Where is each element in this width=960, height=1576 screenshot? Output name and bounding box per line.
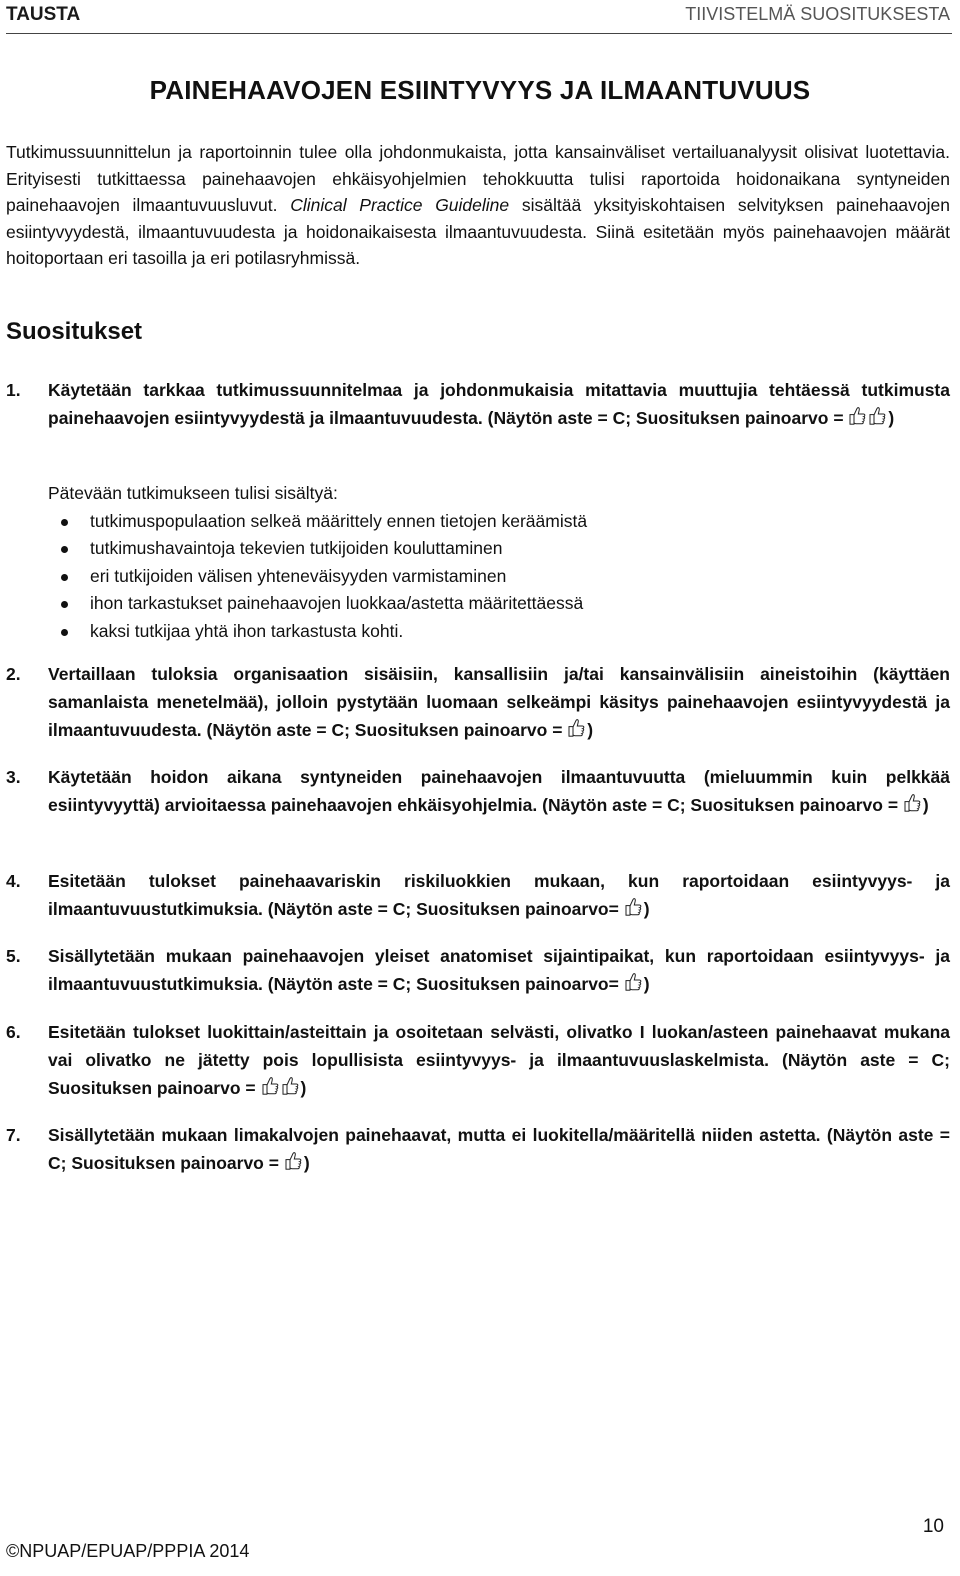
recommendation-number: 7. — [6, 1125, 21, 1145]
thumbs-up-hand-icon — [625, 897, 643, 925]
recommendation-text: Sisällytetään mukaan painehaavojen yleiset anatomiset sijaintipaikat, kun raportoidaan esiintyvyys- ja ilmaantuvuustutkimuksia. (Näytön aste = C; Suosituksen painoarvo= — [48, 946, 950, 994]
rating-icons — [624, 899, 644, 919]
recommendation-text: Vertaillaan tuloksia organisaation sisäisiin, kansallisiin ja/tai kansainvälisiin aineistoihin (käyttäen samanlaista menetelmää), jolloin pystytään luomaan selkeämpi käsitys painehaavojen esiintyvyydestä ja ilmaantuvuudesta. (Näytön aste = C; Suosituksen painoarvo = — [48, 664, 950, 740]
recommendation-number: 6. — [6, 1022, 21, 1042]
recommendation-close: ) — [888, 408, 895, 428]
recommendation-text: Esitetään tulokset luokittain/asteittain ja osoitetaan selvästi, olivatko I luokan/asteen painehaavat mukana vai olivatko ne jätetty pois lopullisista esiintyvyys- ja ilmaantuvuuslaskelmista. (Näytön aste = C; Suosituksen painoarvo = — [48, 1022, 950, 1098]
criteria-item-text: tutkimushavaintoja tekevien tutkijoiden kouluttaminen — [90, 538, 503, 559]
page-header — [0, 0, 960, 34]
criteria-item-text: tutkimuspopulaation selkeä määrittely ennen tietojen keräämistä — [90, 510, 588, 531]
page-title: PAINEHAAVOJEN ESIINTYVYYS JA ILMAANTUVUUS — [149, 75, 811, 105]
thumbs-up-hand-icon — [904, 793, 922, 821]
recommendation-text: Käytetään tarkkaa tutkimussuunnitelmaa ja johdonmukaisia mitattavia muuttujia tehtäessä tutkimusta painehaavojen esiintyvyydestä ja ilmaantuvuudesta. (Näytön aste = C; Suosituksen painoarvo = — [48, 380, 950, 428]
criteria-item-text: eri tutkijoiden välisen yhteneväisyyden varmistaminen — [90, 565, 507, 586]
recommendation-item — [6, 1121, 950, 1179]
intro-text-part1: Tutkimussuunnittelun ja raportoinnin tulee olla johdonmukaista, jotta kansainväliset vertailuanalyysit olisivat luotettavia. Erityisesti tutkittaessa painehaavojen ehkäisyohjelmien tehokkuutta tulisi raportoida hoidonaikana syntyneiden painehaavojen ilmaantuvuusluvut. — [6, 142, 950, 215]
recommendation-close: ) — [643, 899, 650, 919]
criteria-item — [48, 618, 948, 646]
recommendation-item — [6, 660, 950, 746]
rating-icons — [567, 720, 587, 740]
page-number: 10 — [922, 1516, 944, 1537]
recommendation-item — [6, 942, 950, 1000]
header-document-label: TIIVISTELMÄ SUOSITUKSESTA — [685, 4, 950, 24]
recommendation-close: ) — [922, 795, 929, 815]
bullet-icon — [61, 629, 68, 636]
header-divider — [6, 33, 952, 34]
recommendation-close: ) — [643, 974, 650, 994]
rating-icons — [284, 1153, 304, 1173]
bullet-icon — [61, 574, 68, 581]
thumbs-up-hand-icon — [262, 1076, 280, 1104]
thumbs-up-hand-icon — [869, 406, 887, 434]
criteria-item-text: kaksi tutkijaa yhtä ihon tarkastusta kohti. — [90, 620, 404, 641]
intro-guideline-title: Clinical Practice Guideline — [290, 195, 510, 215]
intro-paragraph — [6, 139, 950, 272]
intro-text-part2: sisältää yksityiskohtaisen selvityksen painehaavojen esiintyvyydestä, ilmaantuvuudesta ja hoidonaikaisesta ilmaantuvuudesta. Siinä esitetään myös painehaavojen määrät hoitoportaan eri tasoilla ja eri potilasryhmissä. — [6, 195, 950, 268]
recommendation-text: Käytetään hoidon aikana syntyneiden painehaavojen ilmaantuvuutta (mieluummin kuin pelkkää esiintyvyyttä) arvioitaessa painehaavojen ehkäisyohjelmia. (Näytön aste = C; Suosituksen painoarvo = — [48, 767, 950, 815]
rating-icons — [903, 795, 923, 815]
criteria-item — [48, 535, 948, 563]
criteria-item — [48, 563, 948, 591]
thumbs-up-hand-icon — [849, 406, 867, 434]
rating-icons — [848, 408, 888, 428]
recommendation-text: Sisällytetään mukaan limakalvojen painehaavat, mutta ei luokitella/määritellä niiden astetta. (Näytön aste = C; Suosituksen painoarvo = — [48, 1125, 950, 1173]
recommendation-number: 5. — [6, 946, 21, 966]
thumbs-up-hand-icon — [285, 1151, 303, 1179]
recommendation-number: 4. — [6, 871, 21, 891]
section-heading: Suositukset — [6, 318, 143, 345]
rating-icons — [624, 974, 644, 994]
recommendation-number: 1. — [6, 380, 21, 400]
bullet-icon — [61, 601, 68, 608]
recommendation-close: ) — [587, 720, 594, 740]
recommendation-close: ) — [300, 1078, 307, 1098]
copyright-footer: ©NPUAP/EPUAP/PPPIA 2014 — [6, 1541, 250, 1561]
recommendation-close: ) — [303, 1153, 310, 1173]
recommendation-item — [6, 763, 950, 821]
bullet-icon — [61, 546, 68, 553]
recommendation-text: Esitetään tulokset painehaavariskin riskiluokkien mukaan, kun raportoidaan esiintyvyys- ja ilmaantuvuustutkimuksia. (Näytön aste = C; Suosituksen painoarvo= — [48, 871, 950, 919]
recommendation-number: 3. — [6, 767, 21, 787]
thumbs-up-hand-icon — [625, 972, 643, 1000]
criteria-intro: Pätevään tutkimukseen tulisi sisältyä: — [48, 483, 338, 503]
criteria-list — [48, 480, 948, 646]
recommendation-item — [6, 1018, 950, 1104]
criteria-item-text: ihon tarkastukset painehaavojen luokkaa/astetta määritettäessä — [90, 593, 584, 614]
recommendation-item — [6, 376, 950, 434]
thumbs-up-hand-icon — [282, 1076, 300, 1104]
criteria-item — [48, 508, 948, 536]
thumbs-up-hand-icon — [568, 718, 586, 746]
recommendation-number: 2. — [6, 664, 21, 684]
recommendation-item — [6, 867, 950, 925]
rating-icons — [261, 1078, 301, 1098]
bullet-icon — [61, 519, 68, 526]
criteria-item — [48, 590, 948, 618]
header-section-label: TAUSTA — [6, 4, 81, 25]
